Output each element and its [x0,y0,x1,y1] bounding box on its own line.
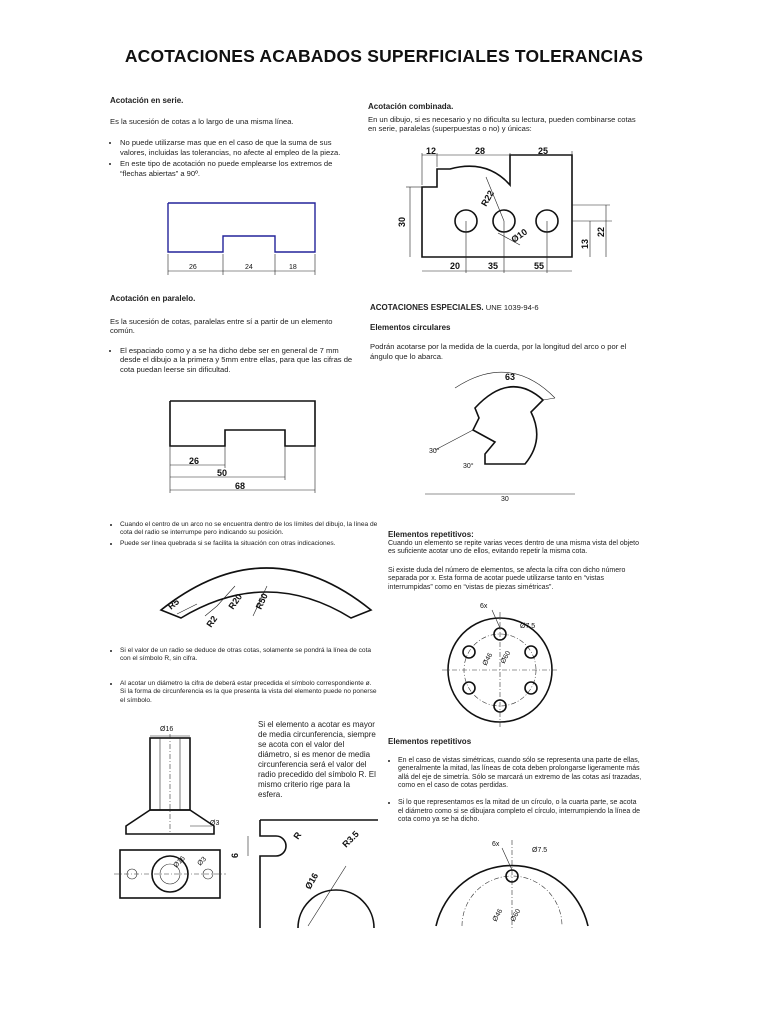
repetitivos1-dim: Ø46 [481,652,495,667]
combinada-drawing [392,145,632,285]
radio-bullet: • Si el valor de un radio se deduce de otras cotas, solamente se pondrá la línea de cota con el símbolo R, sin cifra. [120,647,378,664]
arcos-bullet: • Puede ser línea quebrada si se facilita la situación con otras indicaciones. [120,540,378,548]
diametro-dim: Ø3 [210,820,220,827]
radio-note [110,647,378,666]
paralelo-section [110,294,358,377]
especiales-dim: 30° [463,463,474,470]
repetitivos1-heading: Elementos repetitivos: [388,530,474,539]
paralelo-heading: Acotación en paralelo. [110,294,196,303]
diam-note [110,680,378,707]
repetitivos1-text2: Si existe duda del número de elementos, se afecta la cifra con dicho número separada por x. Esta forma de acotar puede utilizarse tanto en “vistas interrumpidas” como en “vistas de piezas simétricas”. [388,566,626,591]
combinada-dim: 25 [538,146,549,156]
diametro-dim: Ø16 [303,871,321,891]
repetitivos1-dim: Ø60 [499,650,513,665]
diametro-radius-drawing [228,818,378,928]
diam-bullet: • Al acotar un diámetro la cifra de deberá estar precedida el símbolo correspondiente ø. Si la forma de circunferencia es la que presenta la vista del elemento puede no ponerse el símbolo. [120,680,378,705]
especiales-drawing [425,370,575,510]
arcos-bullet: • Cuando el centro de un arco no se encuentra dentro de los límites del dibujo, la línea de cota del radio se interrumpe pero indicando su posición. [120,521,378,538]
especiales-dim: 30° [429,448,440,455]
arcos-dim: R5 [165,596,182,612]
combinada-dim: 12 [426,146,437,156]
serie-drawing [165,200,325,280]
repetitivos2-dim: Ø60 [509,908,523,923]
arcos-section [110,521,378,550]
paralelo-intro: Es la sucesión de cotas, paralelas entre sí a partir de un elemento común. [110,316,333,336]
especiales-section [370,303,650,361]
repetitivos2-bullet: • Si lo que representamos es la mitad de un círculo, o la cuarta parte, se acota el diámetro como si se dibujara completo el círculo, interrumpiendo la línea de cota como ya se ha dicho. [398,799,643,825]
diametro-dim: R [291,830,304,842]
repetitivos2-section [388,738,643,827]
especiales-norm: UNE 1039-94-6 [485,303,539,312]
diametro-dim: R3.5 [340,828,361,850]
combinada-dim: 20 [450,261,461,271]
diametro-paragraph: Si el elemento a acotar es mayor de media circunferencia, siempre se acota con el valor del diámetro, si es menor de media circunferencia será el valor del radio precedido del símbolo R. El mismo criterio rige para la esfera. [258,720,376,799]
combinada-heading: Acotación combinada. [368,102,454,111]
arcos-dim: R50 [253,591,270,611]
combinada-dim: 28 [475,146,486,156]
diametro-dim: 6 [230,852,240,858]
paralelo-bullet: • El espaciado como y a se ha dicho debe ser en general de 7 mm desde el dibujo a la primera y 5mm entre ellas, para que las cifras de cota puedan leerse sin dificultad. [120,346,358,375]
repetitivos1-dim: 6x [480,603,488,610]
especiales-subheading: Elementos circulares [370,322,451,332]
combinada-text: En un dibujo, si es necesario y no dificulta su lectura, pueden combinarse cotas en serie, paralelas (superpuestas o no) y únicas: [368,114,636,134]
repetitivos2-dim: Ø46 [491,908,505,923]
arcos-dim: R20 [226,591,245,612]
especiales-text: Podrán acotarse por la medida de la cuerda, por la longitud del arco o por el ángulo que lo abarca. [370,342,627,361]
diametro-part-drawing [112,722,232,922]
serie-bullet: • En este tipo de acotación no puede emplearse los extremos de “flechas abiertas” a 90º. [120,159,342,178]
paralelo-dim: 50 [217,468,228,478]
repetitivos2-dim: Ø7.5 [532,847,548,854]
paralelo-drawing [167,398,327,498]
combinada-radius: R22 [479,188,496,208]
paralelo-dim: 68 [235,481,246,491]
diametro-text [258,720,376,800]
serie-dim: 18 [289,264,297,271]
repetitivos1-dim: Ø7.5 [520,623,536,630]
diametro-dim: Ø3 [196,855,209,868]
repetitivos2-dim: 6x [492,841,500,848]
serie-section [110,96,342,181]
diametro-dim: Ø16 [172,855,187,870]
combinada-dim: 55 [534,261,545,271]
combinada-dim: 22 [596,226,606,237]
repetitivos2-bullet: • En el caso de vistas simétricas, cuando sólo se representa una parte de ellas, generalmente la mitad, las líneas de cota deben prolongarse ligeramente más allá del eje de simetría. Sólo se marcará un extremo de las cotas así trazadas, como en el caso de cotas perdidas. [398,757,643,791]
especiales-heading: ACOTACIONES ESPECIALES. [370,303,484,312]
serie-dim: 26 [189,264,197,271]
diametro-dim: Ø16 [160,726,174,733]
combinada-section [368,102,642,134]
repetitivos1-drawing [432,600,582,730]
serie-dim: 24 [245,264,253,271]
arcos-drawing [157,556,377,646]
repetitivos2-drawing [432,838,592,928]
combinada-dim: 30 [397,216,407,227]
combinada-diameter: Ø10 [509,226,530,245]
page-title: ACOTACIONES ACABADOS SUPERFICIALES TOLERANCIAS [124,46,644,66]
repetitivos2-heading: Elementos repetitivos [388,737,472,746]
serie-intro: Es la sucesión de cotas a lo largo de una misma línea. [110,116,294,126]
serie-bullet: • No puede utilizarse mas que en el caso de que la suma de sus valores, incluidas las tolerancias, no afecte al empleo de la pieza. [120,138,342,157]
paralelo-dim: 26 [189,456,200,466]
serie-heading: Acotación en serie. [110,96,184,105]
arcos-dim: R2 [204,613,220,630]
repetitivos1-text1: Cuando un elemento se repite varias veces dentro de una misma vista del objeto es suficiente acotar uno de ellos, evitando repetir la misma cota. [388,539,639,556]
combinada-dim: 35 [488,261,499,271]
especiales-dim: 30 [501,496,509,503]
repetitivos1-section [388,531,643,593]
especiales-dim: 63 [505,372,516,382]
combinada-dim: 13 [580,238,590,249]
